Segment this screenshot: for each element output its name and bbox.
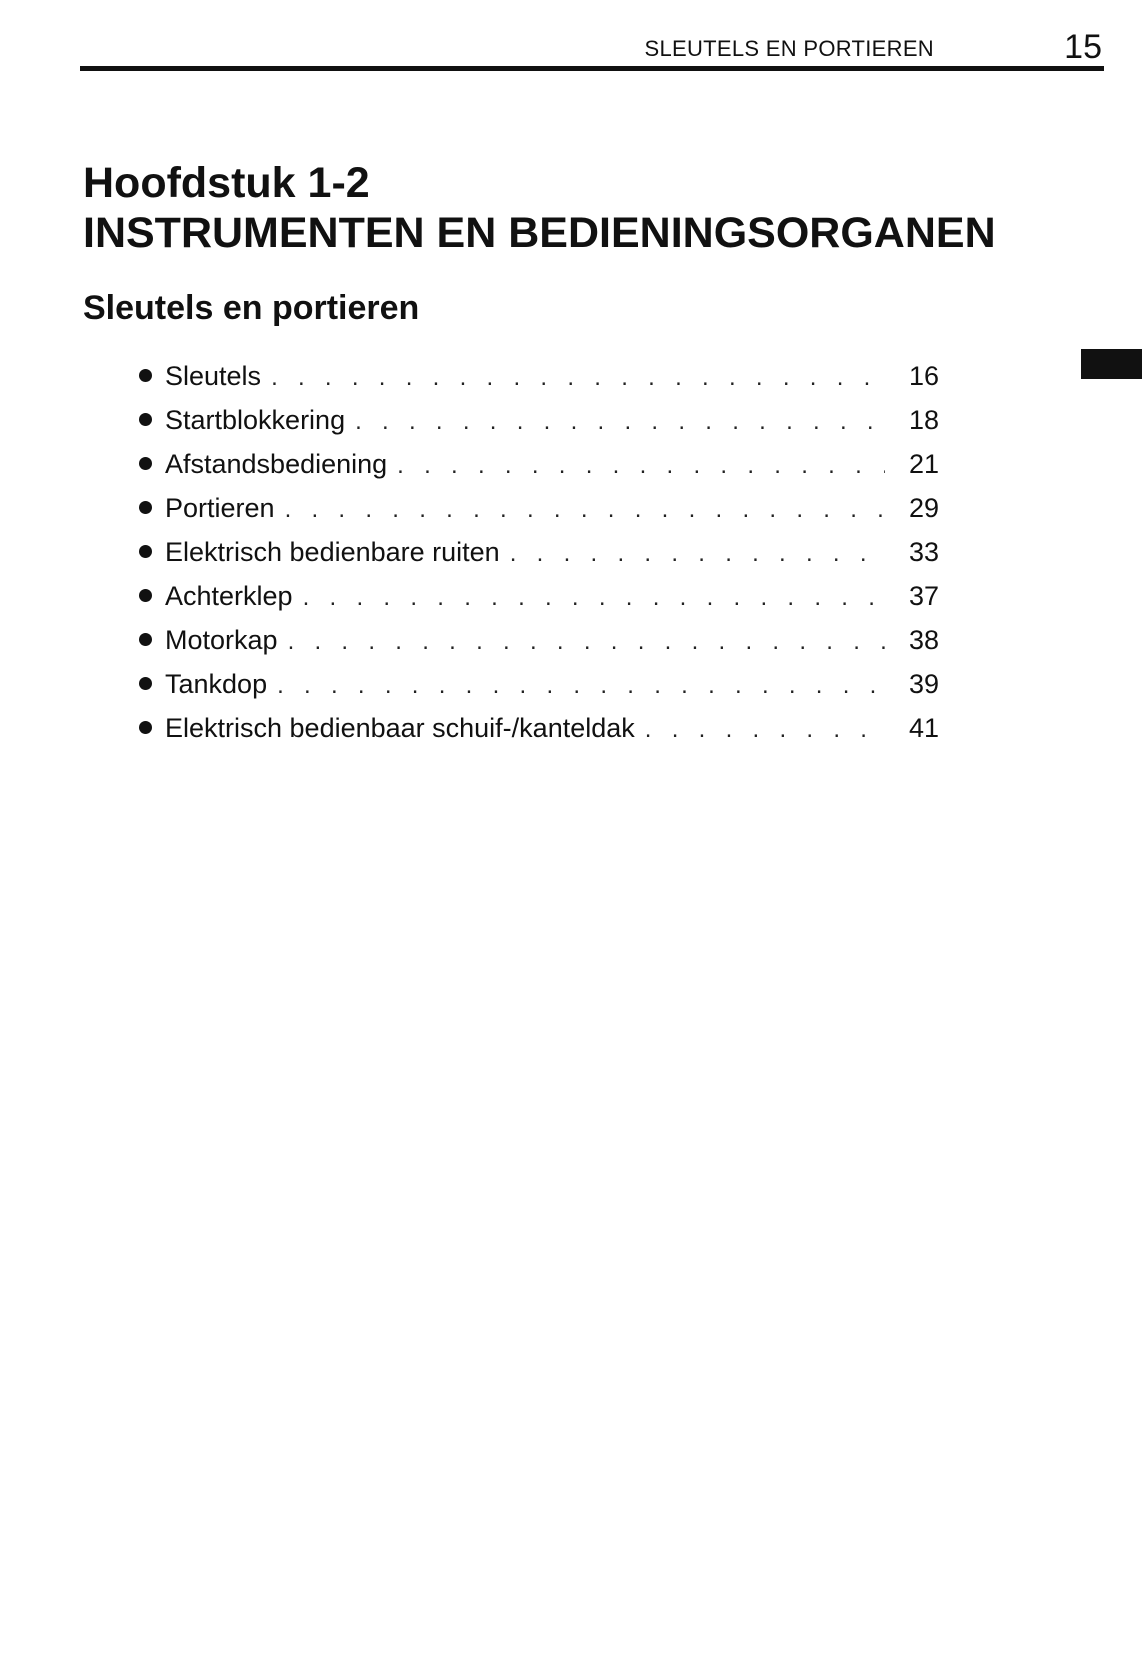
section-title: Sleutels en portieren (83, 289, 420, 327)
toc-item[interactable] (139, 401, 939, 445)
toc-item-page: 29 (908, 493, 939, 523)
toc-item[interactable] (139, 665, 939, 709)
dot-leader (355, 403, 885, 441)
toc-item-label: Afstandsbediening (165, 449, 388, 479)
toc-item-label: Tankdop (165, 669, 268, 699)
bullet-icon (139, 413, 152, 426)
toc-item[interactable] (139, 489, 939, 533)
toc-item-page: 21 (908, 449, 939, 479)
bullet-icon (139, 589, 152, 602)
bullet-icon (139, 633, 152, 646)
chapter-thumb-tab (1081, 349, 1142, 379)
toc-item-page: 33 (908, 537, 939, 567)
chapter-title: INSTRUMENTEN EN BEDIENINGSORGANEN (83, 209, 996, 257)
dot-leader (288, 623, 885, 661)
toc-item[interactable] (139, 709, 939, 753)
running-header (80, 30, 1104, 68)
toc-item[interactable] (139, 533, 939, 577)
toc-item-label: Sleutels (165, 361, 262, 391)
dot-leader (645, 711, 885, 749)
header-divider (80, 66, 1104, 71)
page-number: 15 (1064, 28, 1102, 66)
bullet-icon (139, 545, 152, 558)
toc-item-label: Elektrisch bedienbaar schuif-/kanteldak (165, 713, 635, 743)
toc-item[interactable] (139, 357, 939, 401)
dot-leader (285, 491, 885, 529)
toc-item-label: Startblokkering (165, 405, 346, 435)
dot-leader (397, 447, 885, 485)
toc-item-label: Motorkap (165, 625, 278, 655)
toc-item-page: 16 (908, 361, 939, 391)
dot-leader (510, 535, 885, 573)
dot-leader (303, 579, 885, 617)
dot-leader (277, 667, 885, 705)
toc-item[interactable] (139, 577, 939, 621)
toc-item-label: Elektrisch bedienbare ruiten (165, 537, 500, 567)
chapter-heading (83, 158, 996, 258)
dot-leader (271, 359, 885, 397)
toc-item-label: Portieren (165, 493, 275, 523)
toc-item-page: 37 (908, 581, 939, 611)
bullet-icon (139, 677, 152, 690)
table-of-contents (139, 357, 939, 753)
running-header-title: SLEUTELS EN PORTIEREN (644, 36, 934, 61)
bullet-icon (139, 369, 152, 382)
toc-item[interactable] (139, 445, 939, 489)
toc-item-page: 18 (908, 405, 939, 435)
toc-item-page: 39 (908, 669, 939, 699)
toc-item-label: Achterklep (165, 581, 293, 611)
bullet-icon (139, 721, 152, 734)
bullet-icon (139, 501, 152, 514)
toc-item-page: 38 (908, 625, 939, 655)
bullet-icon (139, 457, 152, 470)
toc-item-page: 41 (908, 713, 939, 743)
toc-item[interactable] (139, 621, 939, 665)
chapter-number: Hoofdstuk 1-2 (83, 159, 370, 207)
